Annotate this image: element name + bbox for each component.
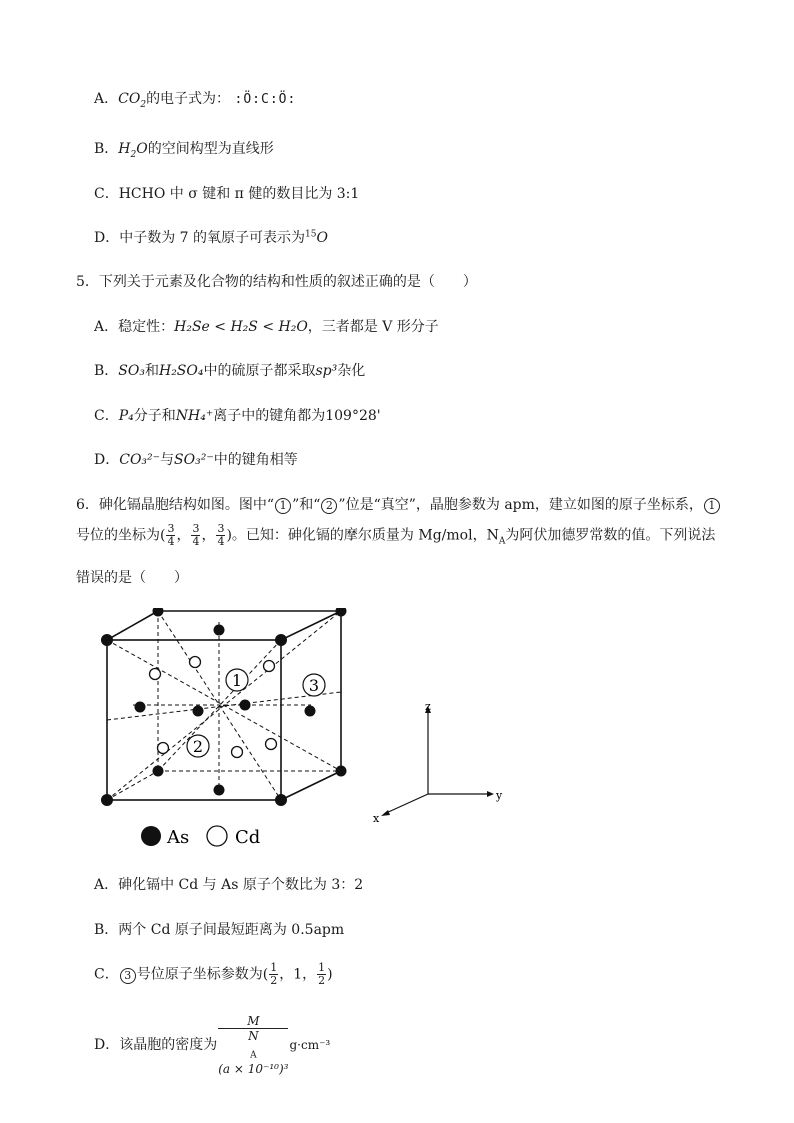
position-label-2: 2 bbox=[192, 737, 204, 756]
q5-option-d: D．CO₃²⁻与SO₃²⁻中的键角相等 bbox=[94, 452, 298, 468]
position-label-1: 1 bbox=[231, 671, 243, 690]
crystal-cell-figure bbox=[95, 608, 375, 858]
q6-option-b: B．两个 Cd 原子间最短距离为 0.5apm bbox=[94, 922, 345, 938]
co2-lewis-structure: :Ö:C:Ö: bbox=[234, 92, 297, 107]
q6-option-d: D．该晶胞的密度为 M N $_A$ (a × 10⁻¹⁰)³ g·cm⁻³ bbox=[94, 1014, 331, 1077]
q4-option-a: A．$CO_2$的电子式为： :Ö:C:Ö: bbox=[94, 91, 297, 110]
q6-option-a: A．砷化镉中 Cd 与 As 原子个数比为 3：2 bbox=[94, 877, 364, 893]
axis-x-label: x bbox=[373, 812, 380, 825]
circle-1-marker-b: 1 bbox=[704, 498, 720, 514]
q5-option-b: B．SO₃和H₂SO₄中的硫原子都采取sp³杂化 bbox=[94, 363, 366, 379]
q5-option-c: C．P₄分子和NH₄⁺离子中的键角都为109°28' bbox=[94, 408, 381, 424]
circle-1-marker: 1 bbox=[275, 498, 291, 514]
q5-option-a: A．稳定性：H₂Se < H₂S < H₂O，三者都是 V 形分子 bbox=[94, 319, 439, 335]
legend-cd: Cd bbox=[235, 827, 261, 848]
q6-stem-line3: 错误的是（ ） bbox=[76, 570, 188, 586]
q5-stem: 5．下列关于元素及化合物的结构和性质的叙述正确的是（ ） bbox=[76, 274, 477, 290]
axis-y-label: y bbox=[496, 789, 503, 802]
q6-stem-line2: 号位的坐标为( $\frac{3}{4}$ ， $\frac{3}{4}$ ， $\frac{3}{4}$ )。已知：砷化镉的摩尔质量为 Mg/mol，$N_A$为阿伏加德罗常数的值。下列说法 bbox=[76, 522, 716, 548]
q6-stem-line1: 6．砷化镉晶胞结构如图。图中“ 1 ”和“ 2 ”位是“真空”，晶胞参数为 apm，建立如图的原子坐标系， 1 bbox=[76, 494, 721, 514]
q6-option-c: C． 3 号位原子坐标参数为( $\frac{1}{2}$ ，1， $\frac{1}{2}$ ) bbox=[94, 961, 333, 987]
coordinate-axes bbox=[370, 700, 510, 830]
circle-3-marker: 3 bbox=[120, 968, 136, 984]
circle-2-marker: 2 bbox=[321, 498, 337, 514]
legend-as: As bbox=[167, 827, 190, 848]
q4-option-d: D．中子数为 7 的氧原子可表示为$^{15}$O bbox=[94, 229, 328, 246]
q4-option-c: C．HCHO 中 σ 键和 π 健的数目比为 3:1 bbox=[94, 186, 360, 202]
q4-option-b: B．$H_2O$的空间构型为直线形 bbox=[94, 141, 274, 160]
axis-z-label: z bbox=[425, 700, 431, 713]
position-label-3: 3 bbox=[308, 676, 320, 695]
